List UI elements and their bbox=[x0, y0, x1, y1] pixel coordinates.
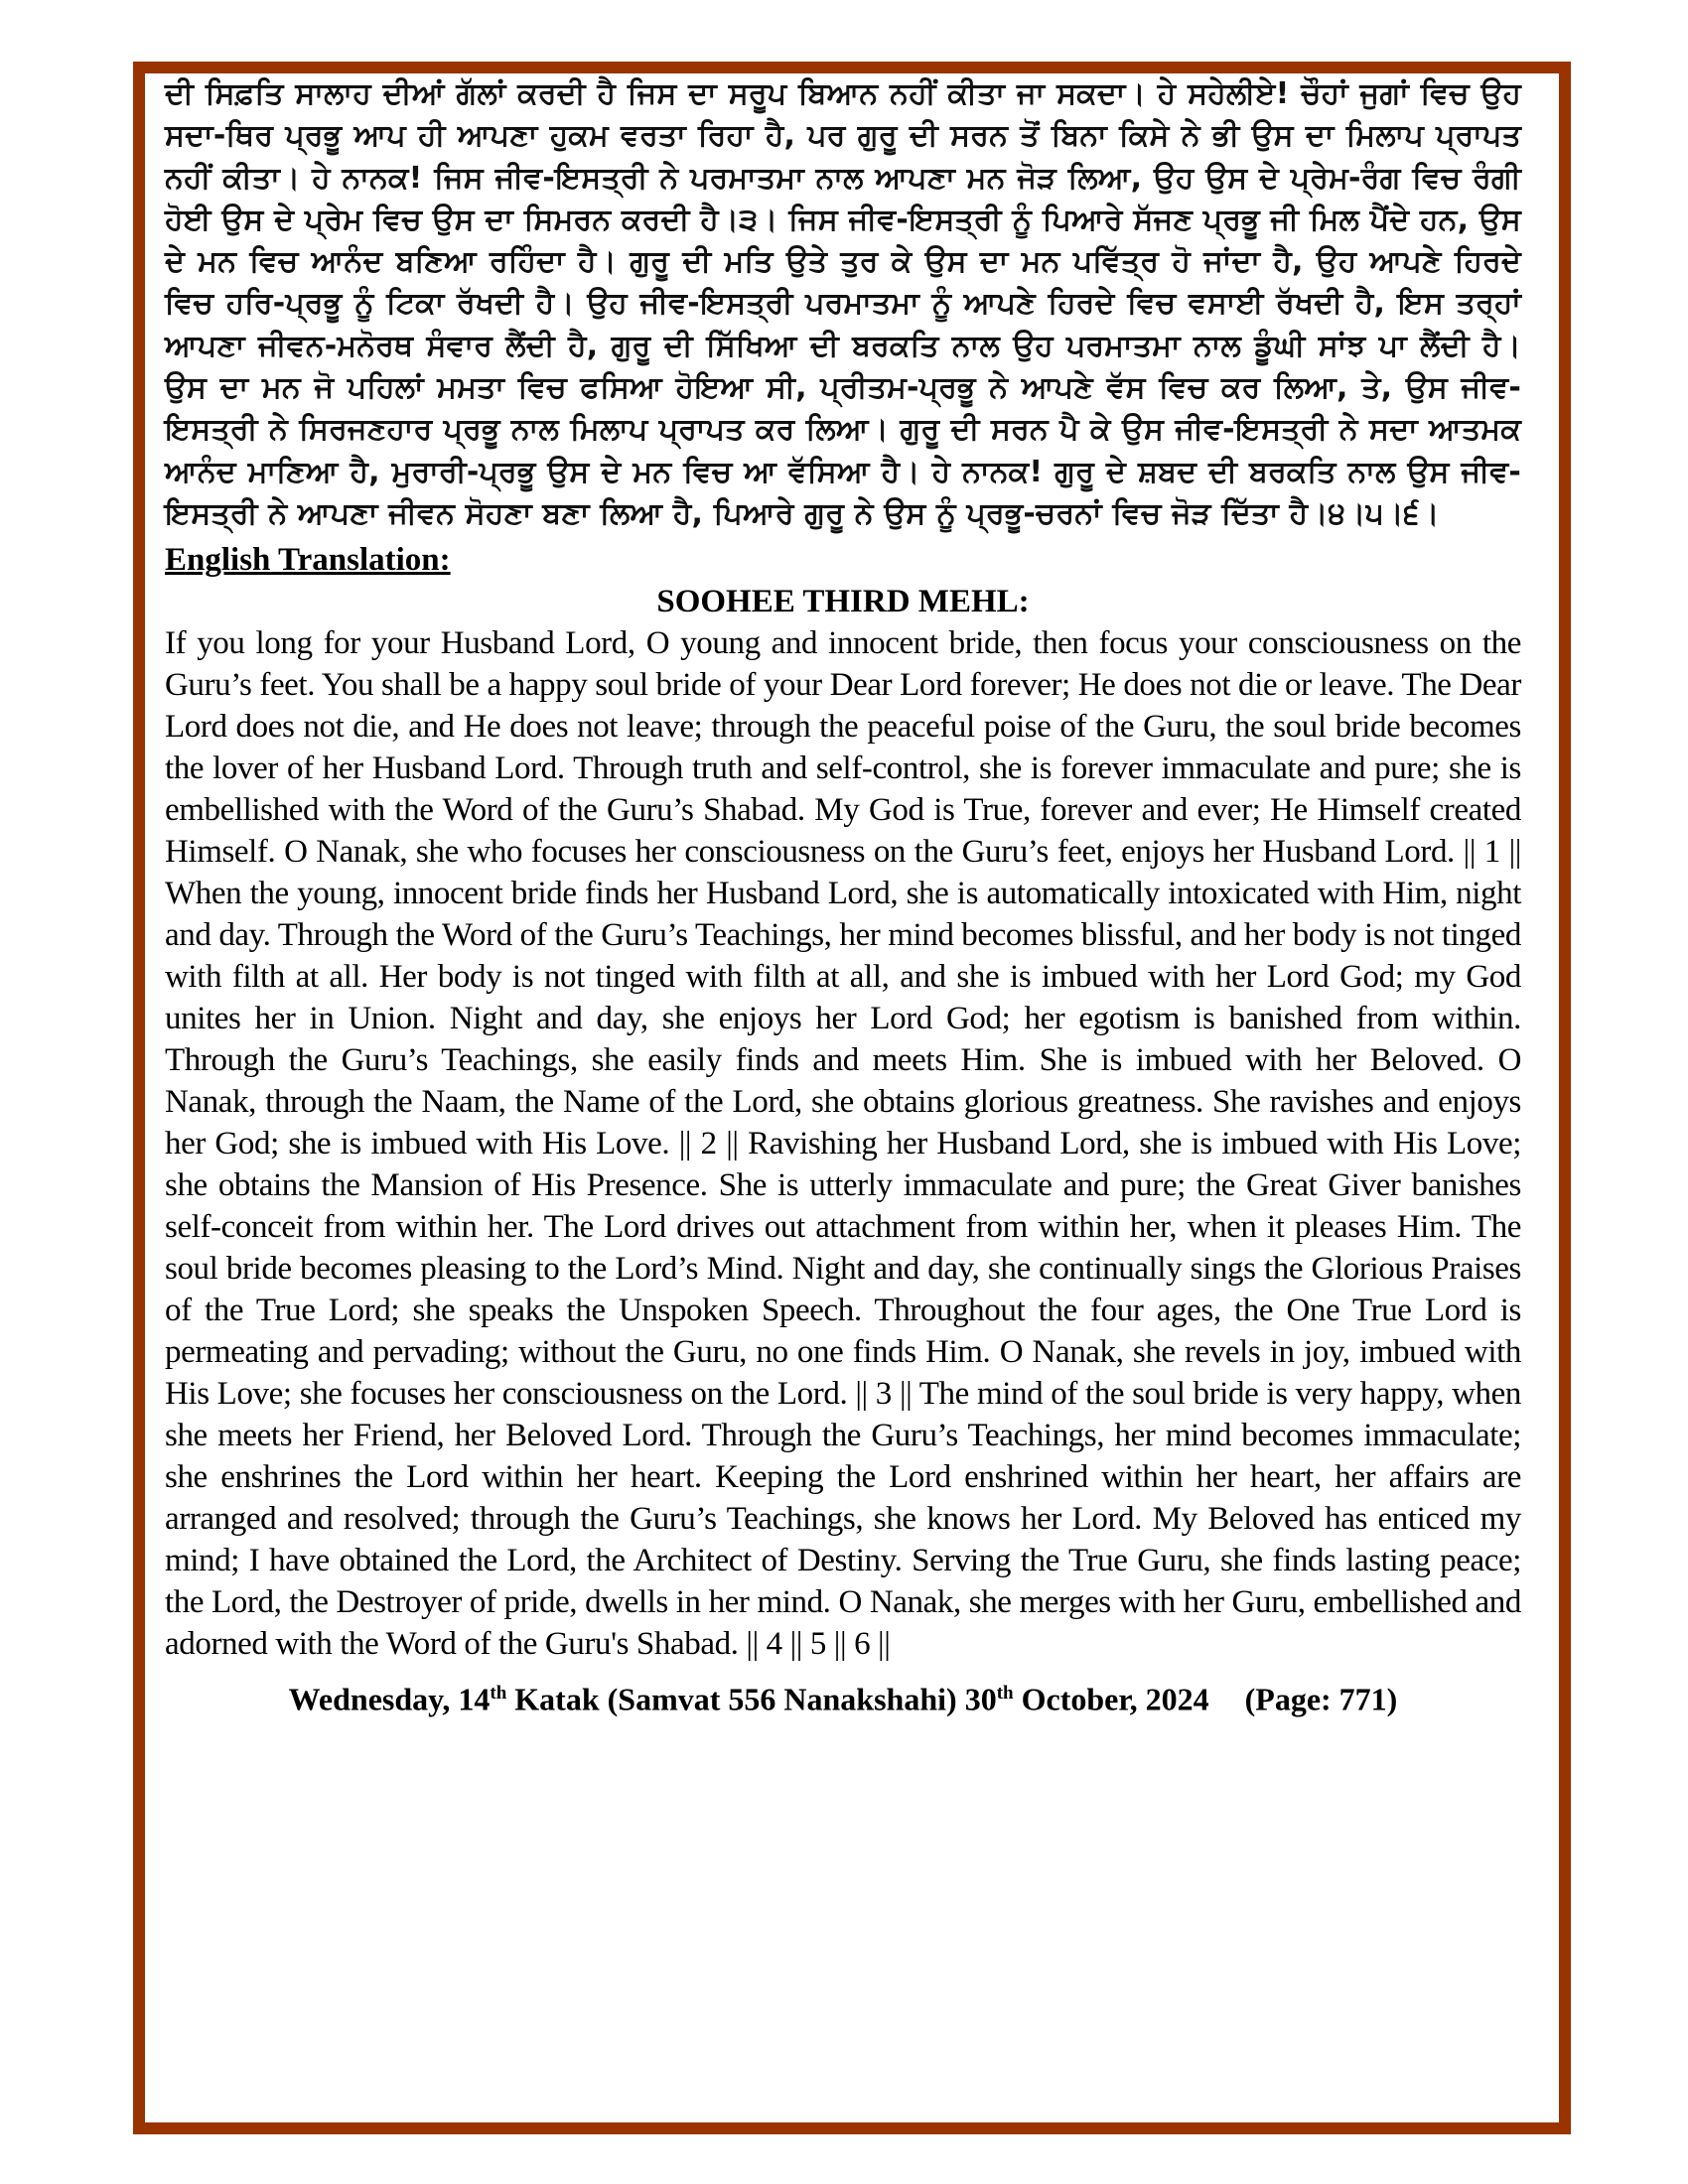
page-content bbox=[165, 73, 1521, 1720]
footer-page-number: (Page: 771) bbox=[1244, 1681, 1398, 1717]
footer-date: October, 2024 bbox=[1013, 1681, 1209, 1717]
english-translation-heading: English Translation: bbox=[165, 542, 451, 579]
footer-katak: Katak (Samvat 556 Nanakshahi) 30 bbox=[506, 1681, 997, 1717]
date-footer bbox=[165, 1673, 1521, 1720]
shabad-subtitle: SOOHEE THIRD MEHL: bbox=[656, 584, 1030, 620]
footer-sup-1: th bbox=[490, 1683, 507, 1705]
english-translation-text: If you long for your Husband Lord, O young and innocent bride, then focus your consciousness on the Guru’s feet. You shall be a happy soul bride of your Dear Lord forever; He does not die or leave. The Dear Lord does not die, and He does not leave; through the peaceful poise of the Guru, the soul bride becomes the lover of her Husband Lord. Through truth and self-control, she is forever immaculate and pure; she is embellished with the Word of the Guru’s Shabad. My God is True, forever and ever; He Himself created Himself. O Nanak, she who focuses her consciousness on the Guru’s feet, enjoys her Husband Lord. || 1 || When the young, innocent bride finds her Husband Lord, she is automatically intoxicated with Him, night and day. Through the Word of the Guru’s Teachings, her mind becomes blissful, and her body is not tinged with filth at all. Her body is not tinged with filth at all, and she is imbued with her Lord God; my God unites her in Union. Night and day, she enjoys her Lord God; her egotism is banished from within. Through the Guru’s Teachings, she easily finds and meets Him. She is imbued with her Beloved. O Nanak, through the Naam, the Name of the Lord, she obtains glorious greatness. She ravishes and enjoys her God; she is imbued with His Love. || 2 || Ravishing her Husband Lord, she is imbued with His Love; she obtains the Mansion of His Presence. She is utterly immaculate and pure; the Great Giver banishes self-conceit from within her. The Lord drives out attachment from within her, when it pleases Him. The soul bride becomes pleasing to the Lord’s Mind. Night and day, she continually sings the Glorious Praises of the True Lord; she speaks the Unspoken Speech. Throughout the four ages, the One True Lord is permeating and pervading; without the Guru, no one finds Him. O Nanak, she revels in joy, imbued with His Love; she focuses her consciousness on the Lord. || 3 || The mind of the soul bride is very happy, when she meets her Friend, her Beloved Lord. Through the Guru’s Teachings, her mind becomes immaculate; she enshrines the Lord within her heart. Keeping the Lord enshrined within her heart, her affairs are arranged and resolved; through the Guru’s Teachings, she knows her Lord. My Beloved has enticed my mind; I have obtained the Lord, the Architect of Destiny. Serving the True Guru, she finds lasting peace; the Lord, the Destroyer of pride, dwells in her mind. O Nanak, she merges with her Guru, embellished and adorned with the Word of the Guru's Shabad. || 4 || 5 || 6 || bbox=[165, 625, 1521, 1663]
punjabi-commentary: ਦੀ ਸਿਫ਼ਤਿ ਸਾਲਾਹ ਦੀਆਂ ਗੱਲਾਂ ਕਰਦੀ ਹੈ ਜਿਸ ਦਾ ਸਰੂਪ ਬਿਆਨ ਨਹੀਂ ਕੀਤਾ ਜਾ ਸਕਦਾ। ਹੇ ਸਹੇਲੀਏ! ਚੌਹਾਂ ਜੁਗਾਂ ਵਿਚ ਉਹ ਸਦਾ-ਥਿਰ ਪ੍ਰਭੂ ਆਪ ਹੀ ਆਪਣਾ ਹੁਕਮ ਵਰਤਾ ਰਿਹਾ ਹੈ, ਪਰ ਗੁਰੂ ਦੀ ਸਰਨ ਤੋਂ ਬਿਨਾ ਕਿਸੇ ਨੇ ਭੀ ਉਸ ਦਾ ਮਿਲਾਪ ਪ੍ਰਾਪਤ ਨਹੀਂ ਕੀਤਾ। ਹੇ ਨਾਨਕ! ਜਿਸ ਜੀਵ-ਇਸਤ੍ਰੀ ਨੇ ਪਰਮਾਤਮਾ ਨਾਲ ਆਪਣਾ ਮਨ ਜੋੜ ਲਿਆ, ਉਹ ਉਸ ਦੇ ਪ੍ਰੇਮ-ਰੰਗ ਵਿਚ ਰੰਗੀ ਹੋਈ ਉਸ ਦੇ ਪ੍ਰੇਮ ਵਿਚ ਉਸ ਦਾ ਸਿਮਰਨ ਕਰਦੀ ਹੈ।੩। ਜਿਸ ਜੀਵ-ਇਸਤ੍ਰੀ ਨੂੰ ਪਿਆਰੇ ਸੱਜਣ ਪ੍ਰਭੂ ਜੀ ਮਿਲ ਪੈਂਦੇ ਹਨ, ਉਸ ਦੇ ਮਨ ਵਿਚ ਆਨੰਦ ਬਣਿਆ ਰਹਿੰਦਾ ਹੈ। ਗੁਰੂ ਦੀ ਮਤਿ ਉਤੇ ਤੁਰ ਕੇ ਉਸ ਦਾ ਮਨ ਪਵਿੱਤ੍ਰ ਹੋ ਜਾਂਦਾ ਹੈ, ਉਹ ਆਪਣੇ ਹਿਰਦੇ ਵਿਚ ਹਰਿ-ਪ੍ਰਭੂ ਨੂੰ ਟਿਕਾ ਰੱਖਦੀ ਹੈ। ਉਹ ਜੀਵ-ਇਸਤ੍ਰੀ ਪਰਮਾਤਮਾ ਨੂੰ ਆਪਣੇ ਹਿਰਦੇ ਵਿਚ ਵਸਾਈ ਰੱਖਦੀ ਹੈ, ਇਸ ਤਰ੍ਹਾਂ ਆਪਣਾ ਜੀਵਨ-ਮਨੋਰਥ ਸੰਵਾਰ ਲੈਂਦੀ ਹੈ, ਗੁਰੂ ਦੀ ਸਿੱਖਿਆ ਦੀ ਬਰਕਤਿ ਨਾਲ ਉਹ ਪਰਮਾਤਮਾ ਨਾਲ ਡੂੰਘੀ ਸਾਂਝ ਪਾ ਲੈਂਦੀ ਹੈ। ਉਸ ਦਾ ਮਨ ਜੋ ਪਹਿਲਾਂ ਮਮਤਾ ਵਿਚ ਫਸਿਆ ਹੋਇਆ ਸੀ, ਪ੍ਰੀਤਮ-ਪ੍ਰਭੂ ਨੇ ਆਪਣੇ ਵੱਸ ਵਿਚ ਕਰ ਲਿਆ, ਤੇ, ਉਸ ਜੀਵ-ਇਸਤ੍ਰੀ ਨੇ ਸਿਰਜਣਹਾਰ ਪ੍ਰਭੂ ਨਾਲ ਮਿਲਾਪ ਪ੍ਰਾਪਤ ਕਰ ਲਿਆ। ਗੁਰੂ ਦੀ ਸਰਨ ਪੈ ਕੇ ਉਸ ਜੀਵ-ਇਸਤ੍ਰੀ ਨੇ ਸਦਾ ਆਤਮਕ ਆਨੰਦ ਮਾਣਿਆ ਹੈ, ਮੁਰਾਰੀ-ਪ੍ਰਭੂ ਉਸ ਦੇ ਮਨ ਵਿਚ ਆ ਵੱਸਿਆ ਹੈ। ਹੇ ਨਾਨਕ! ਗੁਰੂ ਦੇ ਸ਼ਬਦ ਦੀ ਬਰਕਤਿ ਨਾਲ ਉਸ ਜੀਵ-ਇਸਤ੍ਰੀ ਨੇ ਆਪਣਾ ਜੀਵਨ ਸੋਹਣਾ ਬਣਾ ਲਿਆ ਹੈ, ਪਿਆਰੇ ਗੁਰੂ ਨੇ ਉਸ ਨੂੰ ਪ੍ਰਭੂ-ਚਰਨਾਂ ਵਿਚ ਜੋੜ ਦਿੱਤਾ ਹੈ।੪।੫।੬। bbox=[165, 76, 1521, 531]
footer-weekday: Wednesday, 14 bbox=[288, 1681, 491, 1717]
footer-sup-2: th bbox=[996, 1683, 1014, 1705]
